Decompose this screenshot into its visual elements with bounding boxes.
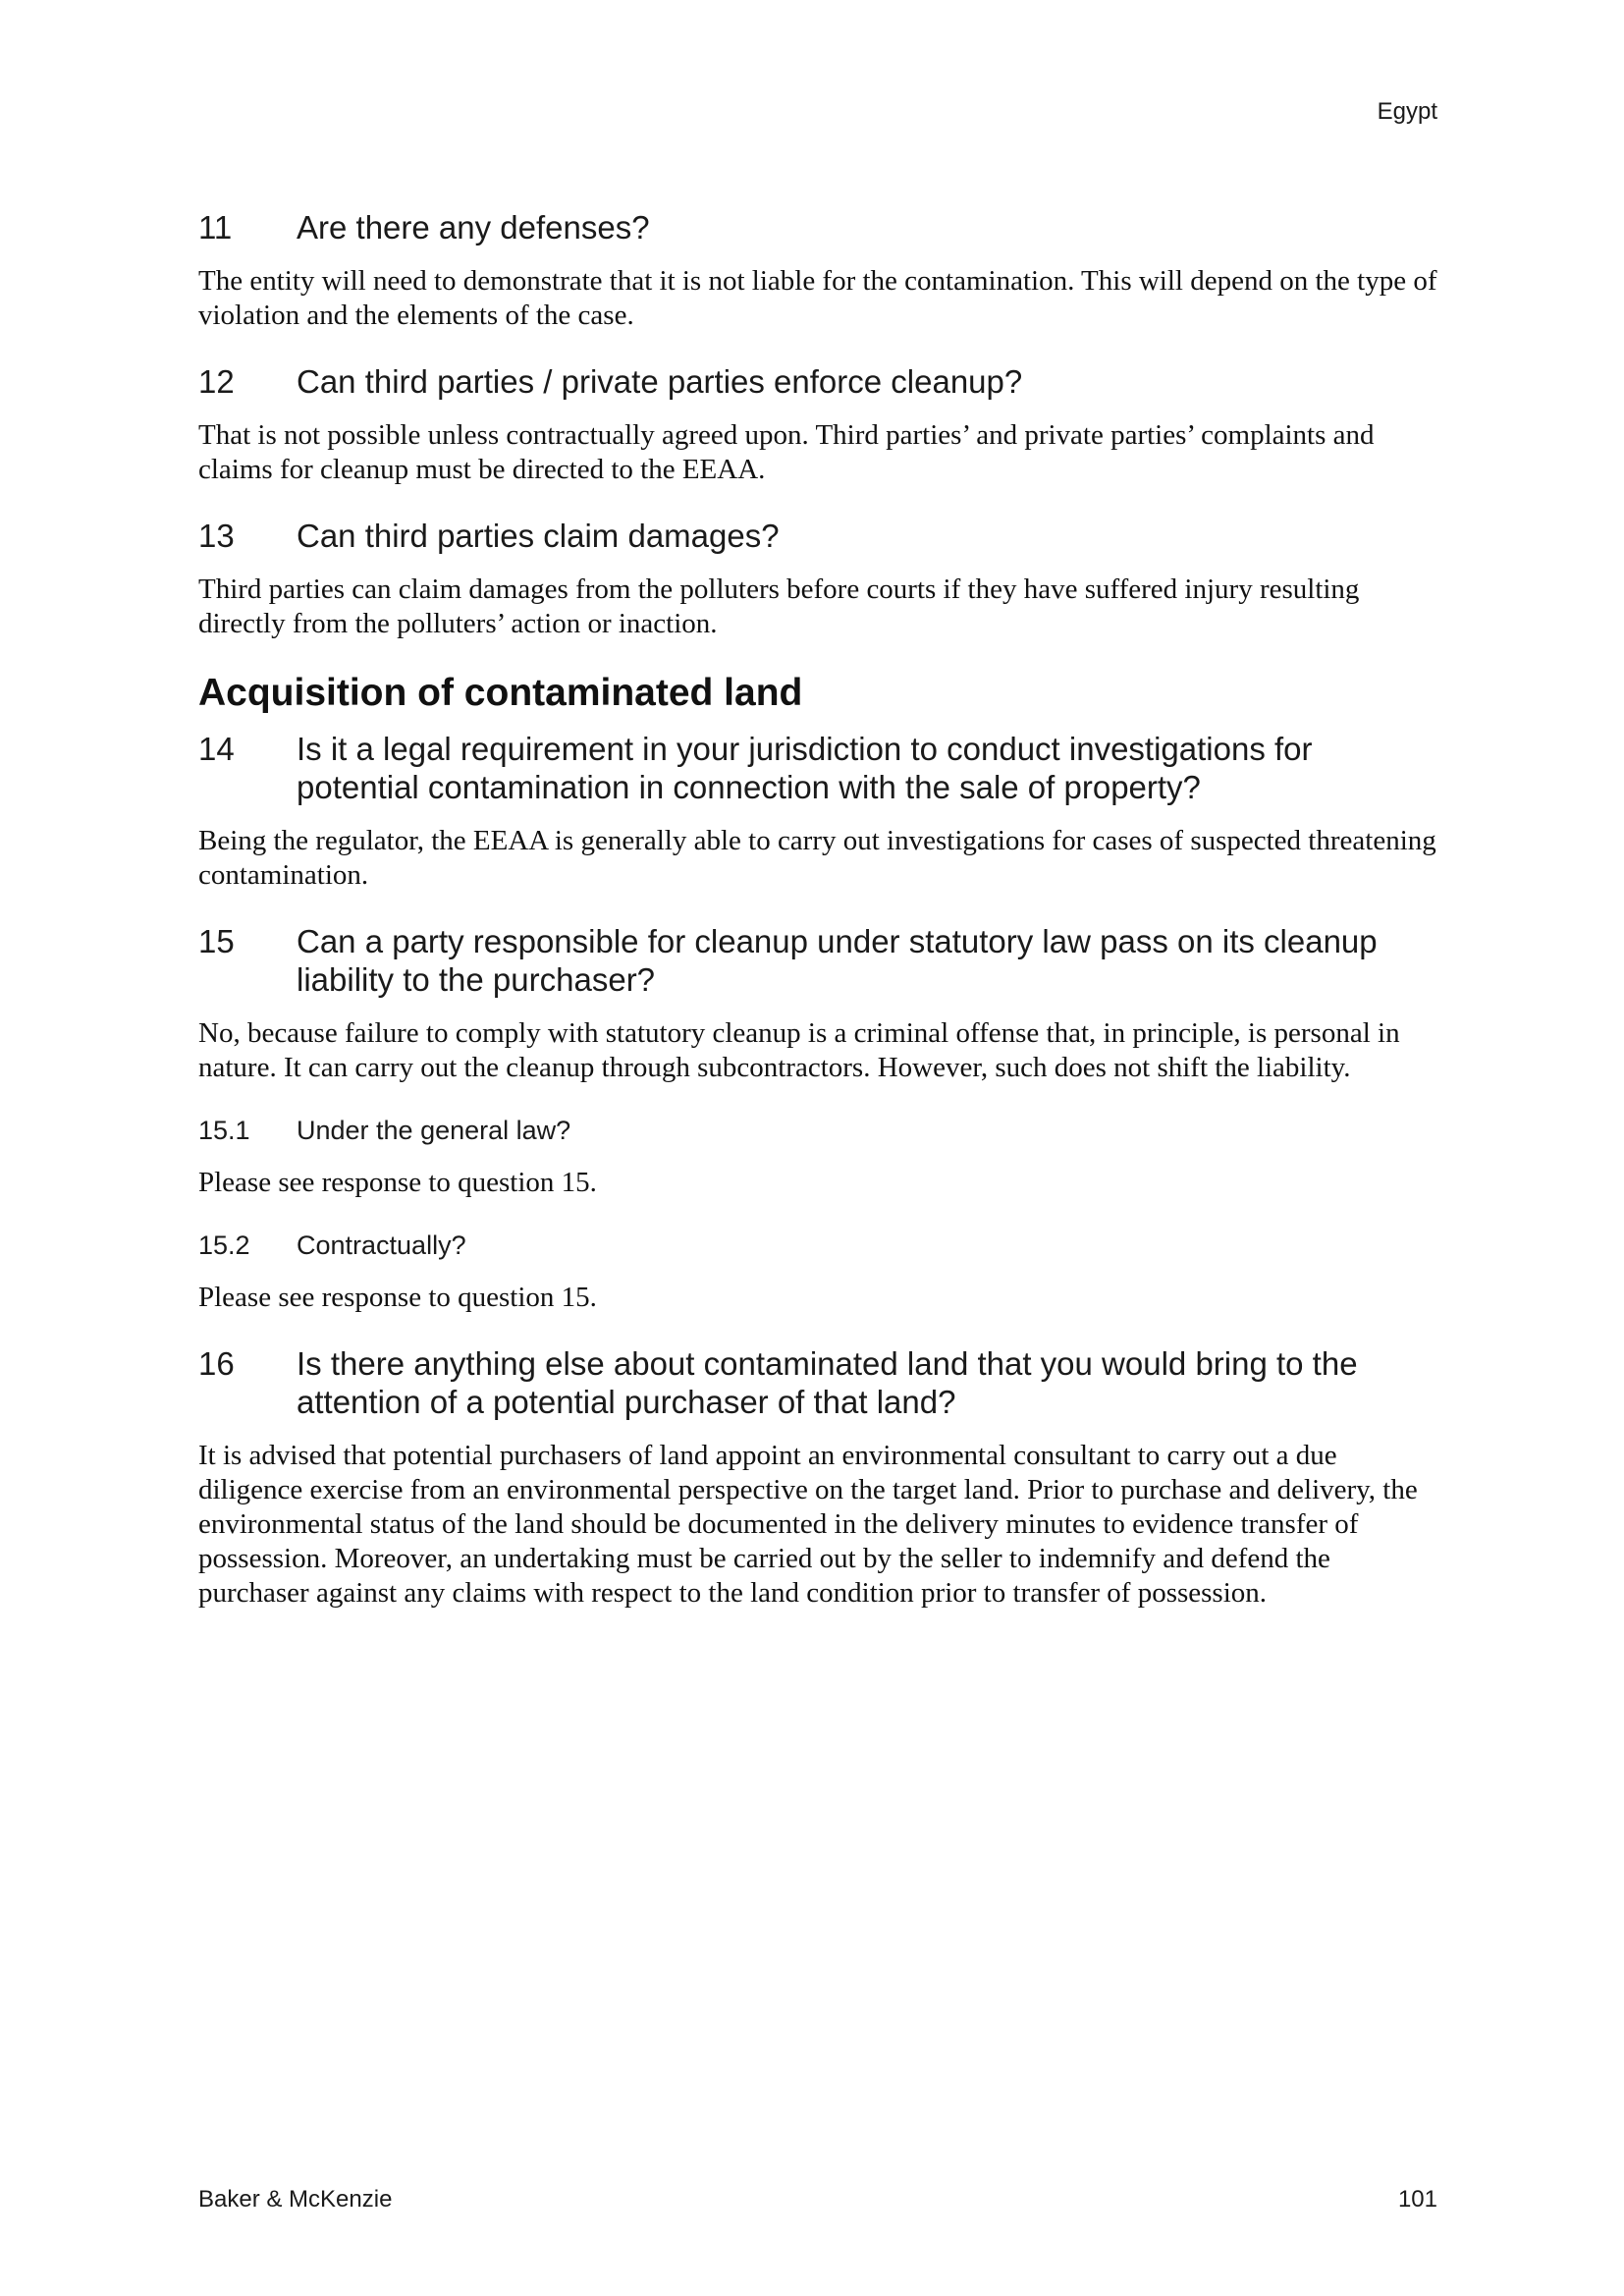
subquestion-15-1-heading [198, 1115, 1437, 1146]
question-text: Can a party responsible for cleanup under statutory law pass on its cleanup liability to the purchaser? [297, 923, 1378, 998]
question-text: Can third parties / private parties enforce cleanup? [297, 363, 1023, 400]
question-11-heading [198, 208, 1437, 246]
section-title: Acquisition of contaminated land [198, 672, 803, 714]
question-text: Is it a legal requirement in your jurisdiction to conduct investigations for potential contamination in connection with the sale of property? [297, 731, 1313, 805]
answer-16: It is advised that potential purchasers of land appoint an environmental consultant to carry out a due diligence exercise from an environmental perspective on the target land. Prior to purchase and delivery, the environmental status of the land should be documented in the delivery minutes to evidence transfer of possession. Moreover, an undertaking must be carried out by the seller to indemnify and defend the purchaser against any claims with respect to the land condition prior to transfer of possession. [198, 1440, 1418, 1609]
question-number: 12 [198, 363, 235, 400]
answer-14: Being the regulator, the EEAA is generally able to carry out investigations for cases of suspected threatening contamination. [198, 825, 1436, 891]
subquestion-text: Contractually? [297, 1230, 466, 1260]
question-number: 15 [198, 923, 235, 959]
question-15-heading [198, 922, 1437, 999]
answer-13: Third parties can claim damages from the polluters before courts if they have suffered injury resulting directly from the polluters’ action or inaction. [198, 574, 1360, 639]
answer-15-2: Please see response to question 15. [198, 1282, 597, 1313]
subquestion-number: 15.1 [198, 1116, 250, 1145]
subquestion-15-2-heading [198, 1230, 1437, 1261]
answer-15-1: Please see response to question 15. [198, 1167, 597, 1198]
question-12-heading [198, 362, 1437, 401]
answer-15: No, because failure to comply with statutory cleanup is a criminal offense that, in principle, is personal in nature. It can carry out the cleanup through subcontractors. However, such does not shift the liability. [198, 1017, 1400, 1083]
subquestion-number: 15.2 [198, 1230, 250, 1260]
answer-11: The entity will need to demonstrate that it is not liable for the contamination. This will depend on the type of violation and the elements of the case. [198, 265, 1437, 331]
question-number: 13 [198, 518, 235, 554]
page-content [198, 208, 1437, 1640]
subquestion-text: Under the general law? [297, 1116, 571, 1145]
question-13-heading [198, 517, 1437, 555]
question-number: 16 [198, 1345, 235, 1382]
footer-firm-name: Baker & McKenzie [198, 2186, 393, 2213]
answer-12: That is not possible unless contractually agreed upon. Third parties’ and private parties’ complaints and claims for cleanup must be directed to the EEAA. [198, 419, 1375, 485]
question-text: Are there any defenses? [297, 209, 650, 246]
question-14-heading [198, 730, 1437, 806]
question-text: Can third parties claim damages? [297, 518, 780, 554]
question-number: 14 [198, 731, 235, 767]
question-16-heading [198, 1344, 1437, 1421]
question-number: 11 [198, 209, 233, 246]
footer-page-number: 101 [1397, 2186, 1437, 2213]
running-header-country: Egypt [1377, 98, 1437, 125]
question-text: Is there anything else about contaminated land that you would bring to the attention of a potential purchaser of that land? [297, 1345, 1358, 1420]
